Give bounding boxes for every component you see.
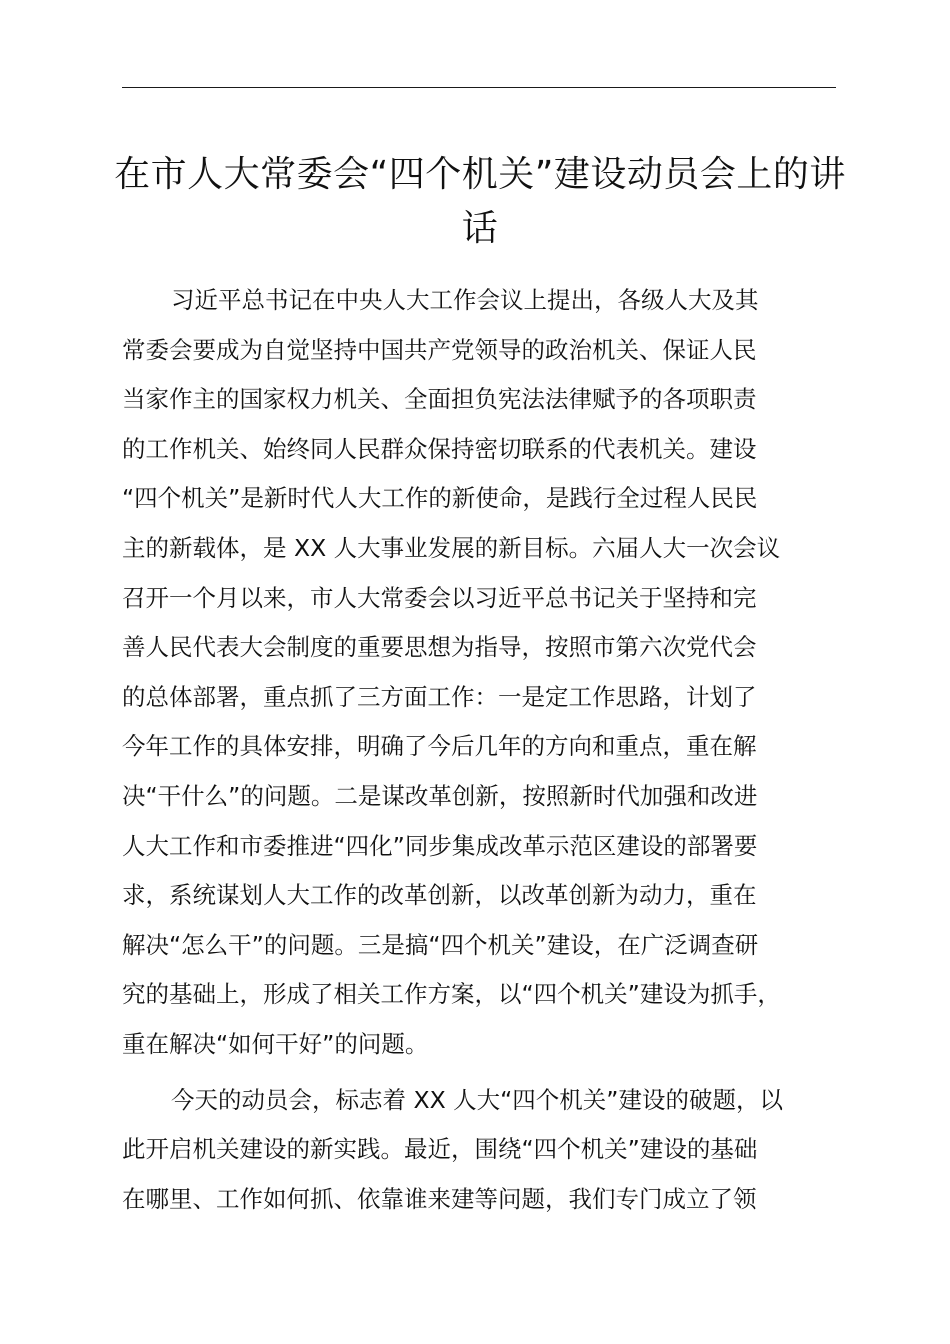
text-line: 的总体部署，重点抓了三方面工作：一是定工作思路，计划了 — [122, 682, 757, 711]
text-line: “四个机关”是新时代人大工作的新使命，是践行全过程人民民 — [122, 484, 758, 513]
text-line: 习近平总书记在中央人大工作会议上提出，各级人大及其 — [171, 286, 759, 314]
title-line: 在市人大常委会“四个机关”建设动员会上的讲 — [114, 154, 846, 195]
text-line: 此开启机关建设的新实践。最近，围绕“四个机关”建设的基础 — [122, 1135, 758, 1164]
text-line: 善人民代表大会制度的重要思想为指导，按照市第六次党代会 — [122, 633, 757, 662]
text-line: 人大工作和市委推进“四化”同步集成改革示范区建设的部署要 — [122, 831, 758, 860]
header-rule — [122, 87, 836, 88]
text-line: 解决“怎么干”的问题。三是搞“四个机关”建设，在广泛调查研 — [122, 930, 759, 959]
text-line: 常委会要成为自觉坚持中国共产党领导的政治机关、保证人民 — [122, 335, 757, 364]
text-line: 究的基础上，形成了相关工作方案，以“四个机关”建设为抓手， — [122, 980, 781, 1009]
text-line: 的工作机关、始终同人民群众保持密切联系的代表机关。建设 — [122, 434, 757, 463]
document-title — [110, 148, 850, 256]
text-line: 在哪里、工作如何抓、依靠谁来建等问题，我们专门成立了领 — [122, 1184, 757, 1213]
text-line: 召开一个月以来，市人大常委会以习近平总书记关于坚持和完 — [122, 583, 757, 612]
text-line: 重在解决“如何干好”的问题。 — [122, 1029, 429, 1058]
text-line: 今年工作的具体安排，明确了今后几年的方向和重点，重在解 — [122, 732, 757, 761]
paragraph-1 — [122, 276, 862, 1070]
title-line: 话 — [461, 208, 499, 249]
text-line: 当家作主的国家权力机关、全面担负宪法法律赋予的各项职责 — [122, 385, 757, 414]
text-line: 决“干什么”的问题。二是谋改革创新，按照新时代加强和改进 — [122, 781, 758, 810]
text-line: 主的新载体，是 XX 人大事业发展的新目标。六届人大一次会议 — [122, 533, 781, 562]
text-line: 今天的动员会，标志着 XX 人大“四个机关”建设的破题，以 — [171, 1085, 783, 1114]
text-line: 求，系统谋划人大工作的改革创新，以改革创新为动力，重在 — [122, 881, 757, 910]
document-body — [122, 276, 862, 1224]
paragraph-2 — [122, 1076, 862, 1225]
